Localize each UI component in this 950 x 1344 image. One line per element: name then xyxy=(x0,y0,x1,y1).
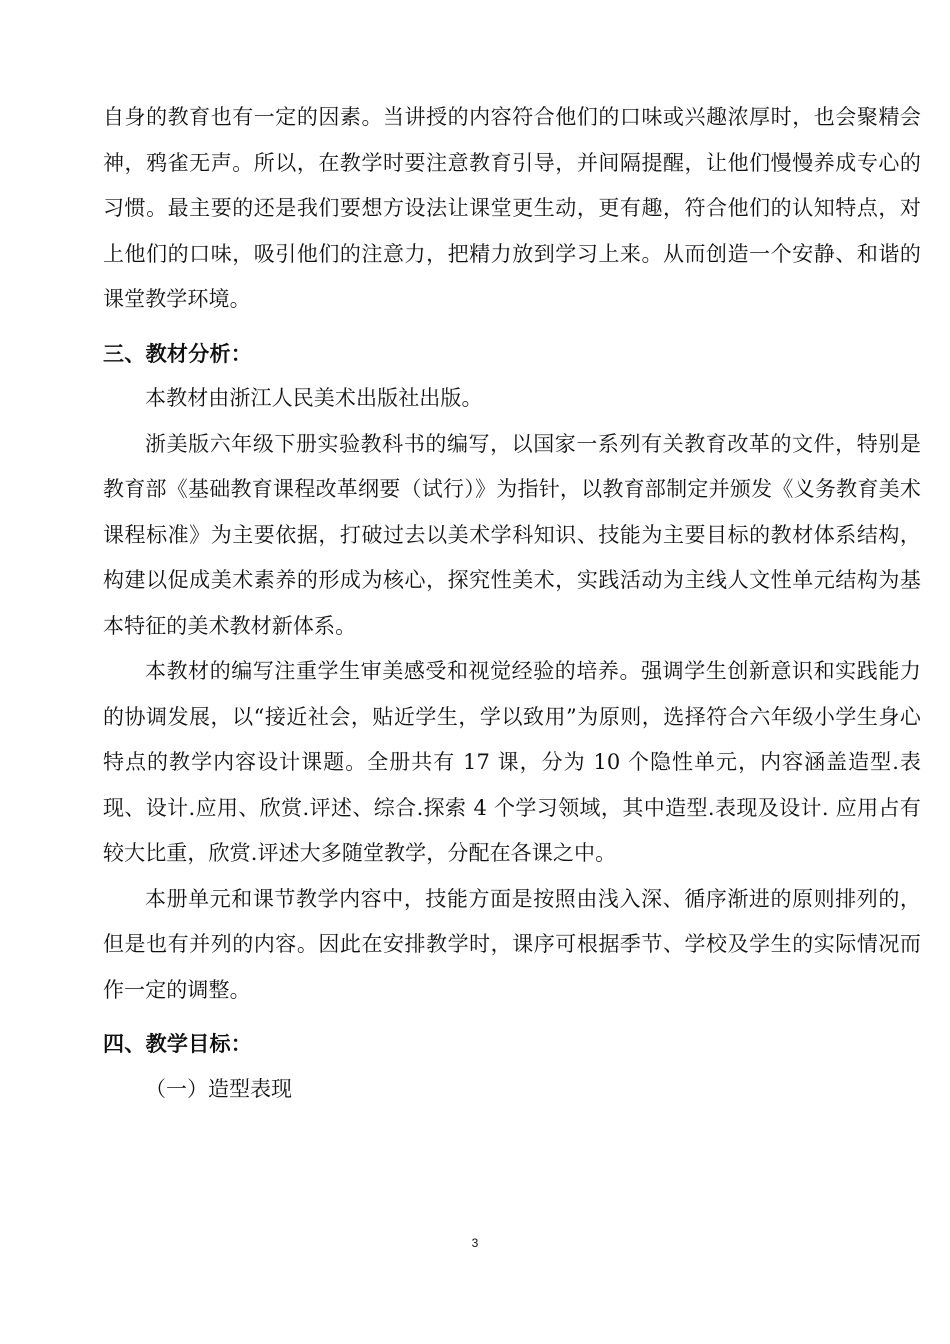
document-body xyxy=(103,95,921,1112)
paragraph-compilation-focus: 本教材的编写注重学生审美感受和视觉经验的培养。强调学生创新意识和实践能力的协调发展，以“接近社会，贴近学生，学以致用”为原则，选择符合六年级小学生身心特点的教学内容设计课题。全册共有 17 课，分为 10 个隐性单元，内容涵盖造型.表现、设计.应用、欣赏.评述、综合.探索 4 个学习领域，其中造型.表现及设计. 应用占有较大比重，欣赏.评述大多随堂教学，分配在各课之中。 xyxy=(103,659,921,865)
spacer xyxy=(103,1013,921,1021)
page-number: 3 xyxy=(471,1236,479,1250)
paragraph-publisher: 本教材由浙江人民美术出版社出版。 xyxy=(145,386,483,410)
section-heading-teaching-goals: 四、教学目标： xyxy=(103,1031,253,1056)
subheading-modeling-expression: （一）造型表现 xyxy=(145,1076,292,1101)
section-heading-teaching-material-analysis: 三、教材分析： xyxy=(103,340,253,366)
paragraph-unit-arrangement: 本册单元和课节教学内容中，技能方面是按照由浅入深、循序渐进的原则排列的，但是也有并列的内容。因此在安排教学时，课序可根据季节、学校及学生的实际情况而作一定的调整。 xyxy=(103,886,921,1002)
intro-paragraph: 自身的教育也有一定的因素。当讲授的内容符合他们的口味或兴趣浓厚时，也会聚精会神，鸦雀无声。所以，在教学时要注意教育引导，并间隔提醒，让他们慢慢养成专心的习惯。最主要的还是我们要想方设法让课堂更生动，更有趣，符合他们的认知特点，对上他们的口味，吸引他们的注意力，把精力放到学习上来。从而创造一个安静、和谐的课堂教学环境。 xyxy=(103,105,921,311)
spacer xyxy=(103,323,921,331)
paragraph-compilation-basis: 浙美版六年级下册实验教科书的编写，以国家一系列有关教育改革的文件，特别是教育部《基础教育课程改革纲要（试行）》为指针，以教育部制定并颁发《义务教育美术课程标准》为主要依据，打破过去以美术学科知识、技能为主要目标的教材体系结构，构建以促成美术素养的形成为核心，探究性美术，实践活动为主线人文性单元结构为基本特征的美术教材新体系。 xyxy=(103,431,921,638)
